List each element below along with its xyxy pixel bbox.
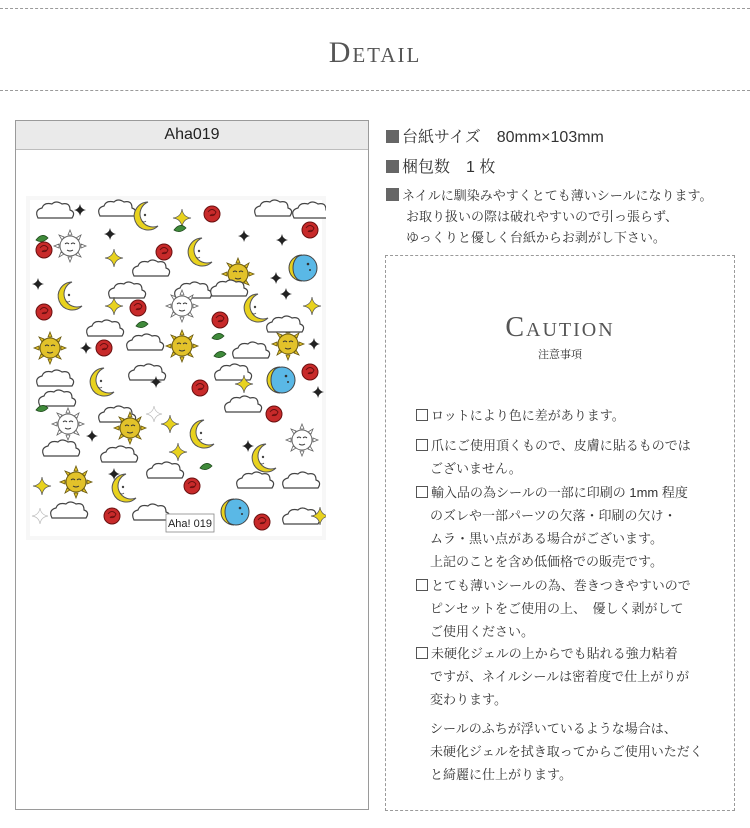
checkbox-icon	[416, 579, 428, 591]
caution-line: 爪にご使用頂くもので、皮膚に貼るものでは	[431, 438, 691, 453]
handling-note	[386, 185, 712, 248]
caution-line: ですが、ネイルシールは密着度で仕上がりが	[430, 669, 690, 684]
caution-line: 変わります。	[430, 692, 507, 707]
checkbox-icon	[416, 439, 428, 451]
caution-item	[416, 642, 716, 786]
sticker-sheet-image	[26, 196, 326, 540]
caution-subtitle: 注意事項	[538, 349, 582, 361]
spec-size	[386, 124, 604, 147]
caution-line: のズレや一部パーツの欠落・印刷の欠け・	[430, 508, 677, 523]
checkbox-icon	[416, 409, 428, 421]
caution-line: 上記のことを含め低価格での販売です。	[430, 554, 663, 569]
caution-line: ムラ・黒い点がある場合がございます。	[430, 531, 663, 546]
square-bullet-icon	[386, 160, 399, 173]
caution-line: ご使用ください。	[430, 624, 535, 639]
square-bullet-icon	[386, 188, 399, 201]
caution-line: ピンセットをご使用の上、 優しく剥がして	[430, 601, 684, 616]
top-divider	[0, 8, 750, 9]
spec-count-text: 梱包数 1 枚	[402, 159, 496, 176]
product-name: Aha019	[16, 121, 368, 150]
sheet-label: Aha! 019	[167, 518, 213, 530]
caution-item	[416, 404, 716, 427]
caution-line: 輸入品の為シールの一部に印刷の 1mm 程度	[431, 485, 688, 500]
caution-item	[416, 434, 716, 480]
caution-line: ロットにより色に差があります。	[431, 408, 625, 423]
caution-item	[416, 574, 716, 643]
spec-size-text: 台紙サイズ 80mm×103mm	[402, 129, 604, 146]
caution-line: とても薄いシールの為、巻きつきやすいので	[431, 578, 691, 593]
sticker-sheet-illustration	[26, 196, 326, 540]
note-line: ネイルに馴染みやすくとても薄いシールになります。	[402, 188, 713, 203]
page-title: Detail	[328, 36, 422, 69]
caution-box	[385, 255, 735, 811]
caution-item	[416, 481, 716, 573]
note-line: ゆっくりと優しく台紙からお剥がし下さい。	[406, 230, 666, 245]
checkbox-icon	[416, 486, 428, 498]
note-line: お取り扱いの際は破れやすいので引っ張らず、	[406, 209, 678, 224]
checkbox-icon	[416, 647, 428, 659]
square-bullet-icon	[386, 130, 399, 143]
title-divider	[0, 90, 750, 91]
caution-line: 未硬化ジェルの上からでも貼れる強力粘着	[431, 646, 678, 661]
caution-line: と綺麗に仕上がります。	[430, 767, 572, 782]
caution-title: Caution	[505, 312, 615, 343]
caution-line: シールのふちが浮いているような場合は、	[430, 721, 677, 736]
spec-count	[386, 154, 495, 177]
caution-line: 未硬化ジェルを拭き取ってからご使用いただく	[430, 744, 703, 759]
caution-line: ございません。	[430, 461, 522, 476]
